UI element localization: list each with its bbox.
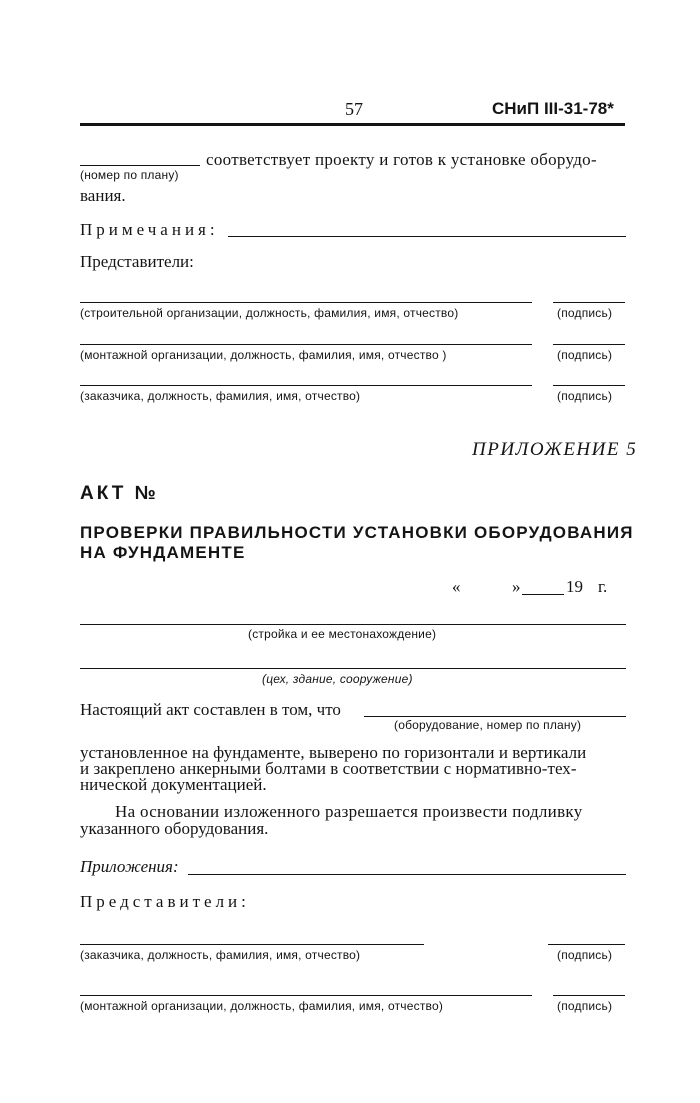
document-code: СНиП III-31-78* (492, 99, 614, 118)
sign-caption: (строительной организации, должность, фамилия, имя, отчество) (80, 306, 459, 320)
para1-line2: и закреплено анкерными болтами в соответствии с нормативно-тех- (80, 759, 577, 778)
notes-label: Примечания: (80, 220, 219, 239)
signature-line (553, 302, 625, 303)
signature-caption: (подпись) (557, 999, 613, 1013)
site-caption: (стройка и ее местонахождение) (248, 627, 437, 641)
appendix-reps-label: Представители: (80, 892, 250, 911)
act-subtitle-line2: НА ФУНДАМЕНТЕ (80, 543, 246, 562)
sign-line (80, 344, 532, 345)
section1-line1: соответствует проекту и готов к установке оборудо- (206, 150, 597, 169)
act-subtitle-line1: ПРОВЕРКИ ПРАВИЛЬНОСТИ УСТАНОВКИ ОБОРУДОВАНИЯ (80, 523, 634, 542)
attachments-blank (188, 874, 626, 875)
attachments-label: Приложения: (80, 857, 179, 876)
date-suffix: г. (598, 577, 608, 596)
signature-line (553, 995, 625, 996)
sign-caption: (монтажной организации, должность, фамилия, имя, отчество ) (80, 348, 447, 362)
sign-line (80, 302, 532, 303)
signature-caption: (подпись) (557, 389, 613, 403)
para2-line2: указанного оборудования. (80, 819, 269, 838)
sign-caption: (заказчика, должность, фамилия, имя, отчество) (80, 389, 361, 403)
signature-line (553, 344, 625, 345)
site-blank (80, 624, 626, 625)
plan-number-blank (80, 165, 200, 166)
notes-blank (228, 236, 626, 237)
equipment-caption: (оборудование, номер по плану) (394, 718, 582, 732)
sign-caption: (монтажной организации, должность, фамилия, имя, отчество) (80, 999, 444, 1013)
para2-line1: На основании изложенного разрешается произвести подливку (115, 802, 583, 821)
para1-line1: установленное на фундаменте, выверено по горизонтали и вертикали (80, 743, 587, 762)
act-text: Настоящий акт составлен в том, что (80, 700, 341, 719)
sign-line (80, 385, 532, 386)
page-number: 57 (345, 99, 363, 119)
appendix-label: ПРИЛОЖЕНИЕ 5 (472, 439, 638, 460)
signature-line (548, 944, 625, 945)
building-caption: (цех, здание, сооружение) (262, 672, 413, 686)
signature-line (553, 385, 625, 386)
sign-line (80, 995, 532, 996)
date-close-quote: » (512, 577, 521, 596)
date-month-blank (522, 594, 564, 595)
sign-caption: (заказчика, должность, фамилия, имя, отчество) (80, 948, 361, 962)
plan-number-caption: (номер по плану) (80, 168, 179, 182)
reps-label: Представители: (80, 252, 194, 271)
section1-line2: вания. (80, 186, 126, 205)
date-year: 19 (566, 577, 583, 596)
act-title: АКТ № (80, 483, 159, 504)
sign-line (80, 944, 424, 945)
date-open-quote: « (452, 577, 461, 596)
building-blank (80, 668, 626, 669)
signature-caption: (подпись) (557, 948, 613, 962)
signature-caption: (подпись) (557, 348, 613, 362)
para1-line3: нической документацией. (80, 775, 267, 794)
signature-caption: (подпись) (557, 306, 613, 320)
equipment-blank (364, 716, 626, 717)
header-rule (80, 123, 625, 126)
